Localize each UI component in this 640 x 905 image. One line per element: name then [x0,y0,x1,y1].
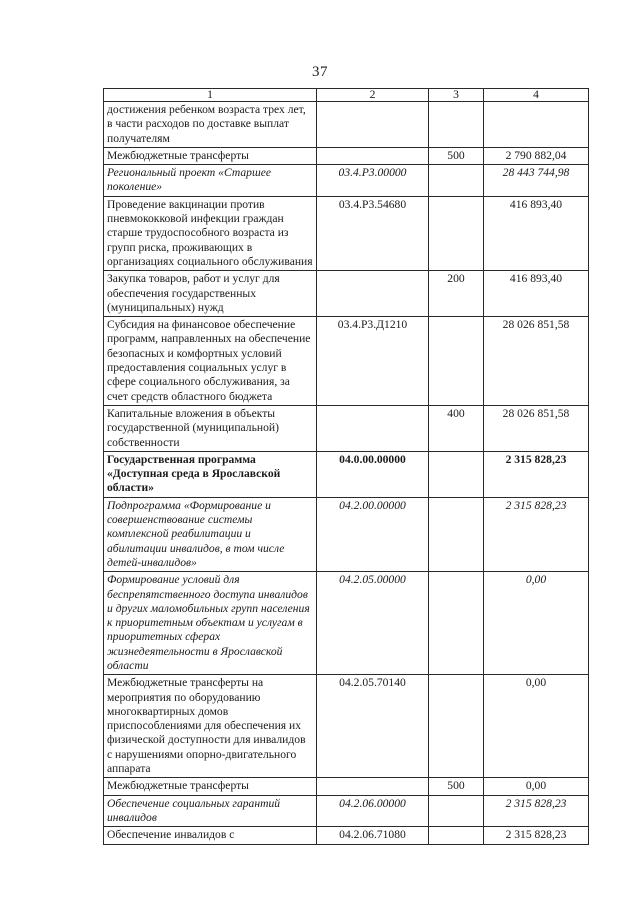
row-amount-cell: 2 315 828,23 [484,795,589,827]
row-name-cell: Обеспечение социальных гарантий инвалидов [104,795,317,827]
row-amount-cell: 28 026 851,58 [484,317,589,406]
row-code-cell: 03.4.P3.00000 [317,165,429,197]
row-code-cell: 04.2.06.00000 [317,795,429,827]
table-row [104,405,589,451]
row-type-cell: 200 [429,271,484,317]
row-code-cell: 03.4.P3.Д1210 [317,317,429,406]
row-name-cell: Межбюджетные трансферты [104,778,317,795]
row-amount-cell: 0,00 [484,778,589,795]
row-type-cell [429,497,484,571]
row-code-cell: 04.2.06.71080 [317,827,429,844]
table-row [104,675,589,778]
table-row [104,497,589,571]
table-row [104,196,589,270]
row-amount-cell: 2 315 828,23 [484,451,589,497]
row-name-cell: Региональный проект «Старшее поколение» [104,165,317,197]
row-type-cell: 400 [429,405,484,451]
row-name-cell: Закупка товаров, работ и услуг для обеспечения государственных (муниципальных) нужд [104,271,317,317]
table-row [104,778,589,795]
row-code-cell: 04.2.00.00000 [317,497,429,571]
table-row [104,795,589,827]
row-code-cell [317,147,429,164]
row-type-cell [429,165,484,197]
row-amount-cell: 2 315 828,23 [484,827,589,844]
table-body [104,102,589,845]
table-header-row [104,89,589,102]
row-type-cell [429,827,484,844]
row-name-cell: Проведение вакцинации против пневмококковой инфекции граждан старше трудоспособного возраста из групп риска, проживающих в организациях социального обслуживания [104,196,317,270]
row-type-cell [429,317,484,406]
table-row [104,271,589,317]
row-amount-cell: 2 315 828,23 [484,497,589,571]
row-amount-cell: 416 893,40 [484,271,589,317]
table-row [104,572,589,675]
row-type-cell [429,795,484,827]
row-amount-cell: 416 893,40 [484,196,589,270]
row-type-cell [429,675,484,778]
row-name-cell: Субсидия на финансовое обеспечение программ, направленных на обеспечение безопасных и комфортных условий предоставления социальных услуг в сфере социального обслуживания, за счет средств областного бюджета [104,317,317,406]
row-code-cell [317,271,429,317]
row-name-cell: Обеспечение инвалидов с [104,827,317,844]
row-amount-cell: 0,00 [484,572,589,675]
row-type-cell [429,451,484,497]
row-amount-cell: 0,00 [484,675,589,778]
row-code-cell: 04.2.05.00000 [317,572,429,675]
header-col-3: 3 [429,89,484,102]
header-col-2: 2 [317,89,429,102]
row-code-cell: 04.2.05.70140 [317,675,429,778]
row-type-cell: 500 [429,147,484,164]
budget-table [103,88,589,845]
row-type-cell: 500 [429,778,484,795]
table-row [104,147,589,164]
page-number: 37 [312,64,328,80]
row-amount-cell [484,102,589,148]
table-row [104,451,589,497]
row-amount-cell: 28 026 851,58 [484,405,589,451]
row-name-cell: Государственная программа «Доступная среда в Ярославской области» [104,451,317,497]
row-amount-cell: 28 443 744,98 [484,165,589,197]
row-code-cell: 04.0.00.00000 [317,451,429,497]
table-row [104,165,589,197]
table-row [104,317,589,406]
row-code-cell [317,102,429,148]
row-code-cell [317,778,429,795]
row-name-cell: Межбюджетные трансферты на мероприятия по оборудованию многоквартирных домов приспособлениями для обеспечения их физической доступности для инвалидов с нарушениями опорно-двигательного аппарата [104,675,317,778]
row-type-cell [429,102,484,148]
row-name-cell: достижения ребенком возраста трех лет, в части расходов по доставке выплат получателям [104,102,317,148]
table-row [104,102,589,148]
row-type-cell [429,196,484,270]
row-name-cell: Капитальные вложения в объекты государственной (муниципальной) собственности [104,405,317,451]
row-name-cell: Формирование условий для беспрепятственного доступа инвалидов и других маломобильных групп населения к приоритетным объектам и услугам в приоритетных сферах жизнедеятельности в Ярославской области [104,572,317,675]
row-type-cell [429,572,484,675]
row-amount-cell: 2 790 882,04 [484,147,589,164]
table-row [104,827,589,844]
row-name-cell: Подпрограмма «Формирование и совершенствование системы комплексной реабилитации и абилитации инвалидов, в том числе детей-инвалидов» [104,497,317,571]
row-code-cell: 03.4.P3.54680 [317,196,429,270]
header-col-4: 4 [484,89,589,102]
row-name-cell: Межбюджетные трансферты [104,147,317,164]
row-code-cell [317,405,429,451]
header-col-1: 1 [104,89,317,102]
